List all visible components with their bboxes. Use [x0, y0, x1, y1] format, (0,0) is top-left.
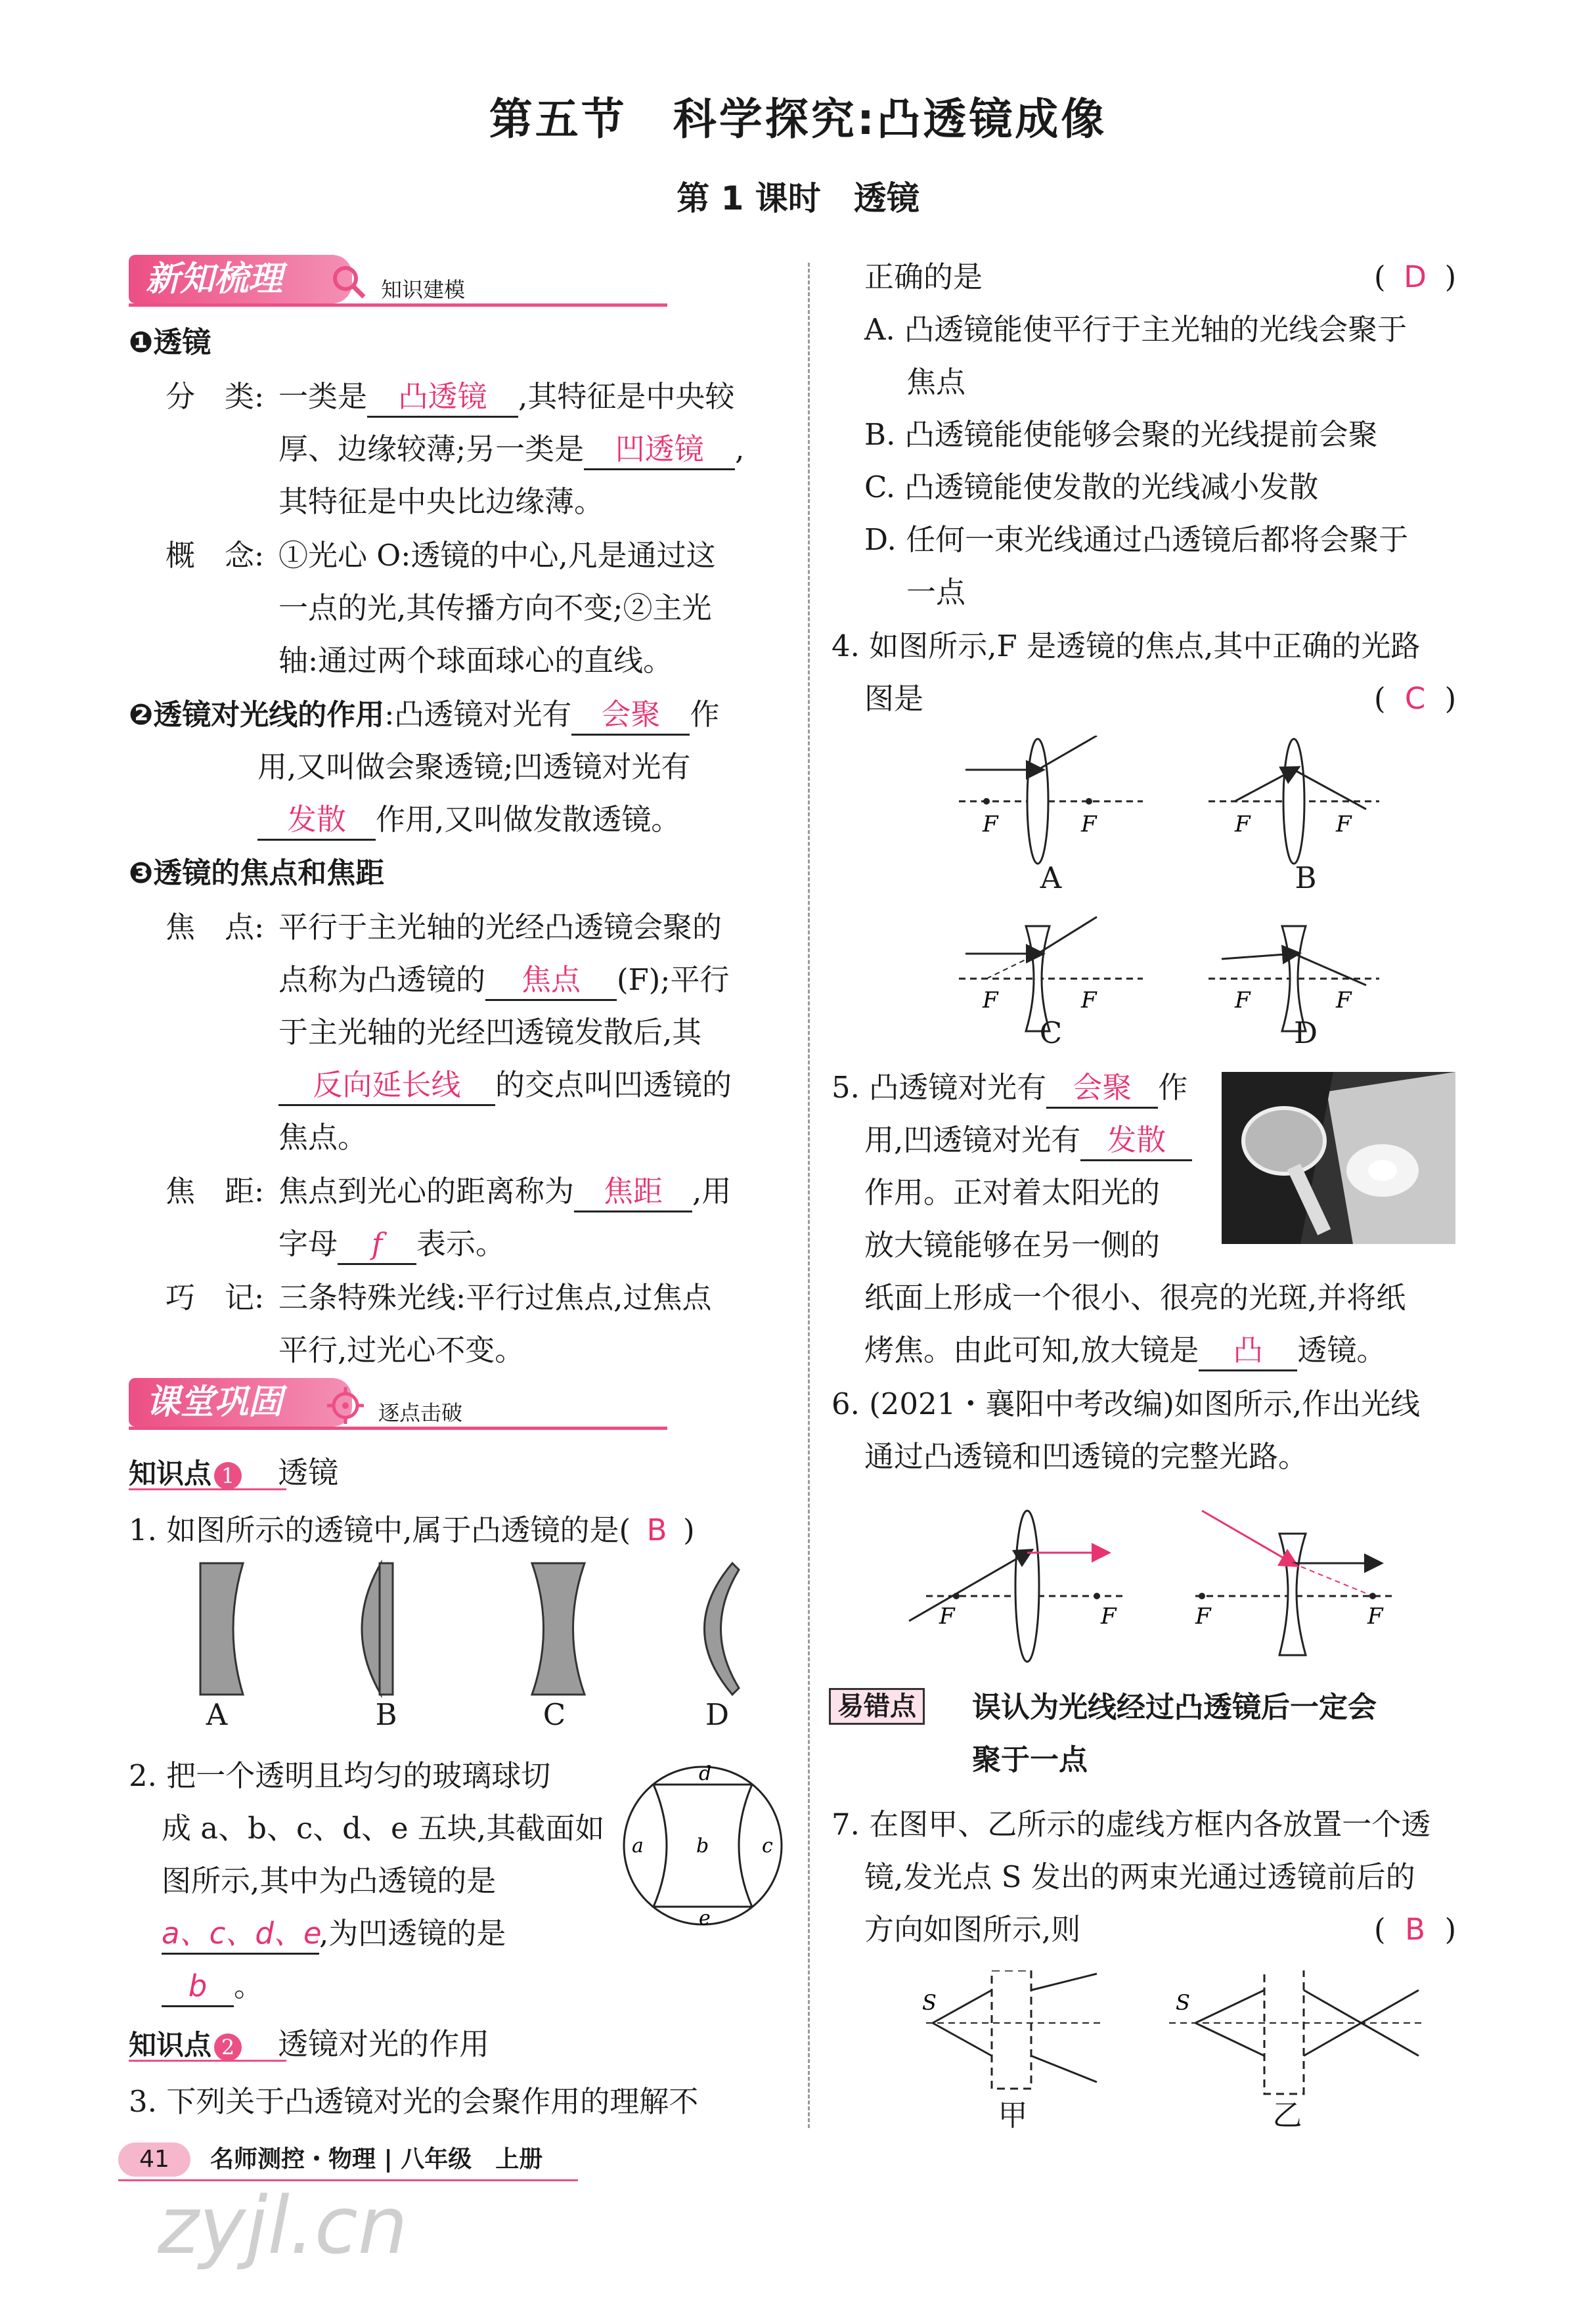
section-title: 第五节 科学探究:凸透镜成像	[489, 94, 1107, 144]
q1-lenses-figure	[171, 1557, 801, 1708]
gainian-line3: 轴:通过两个球面球心的直线。	[278, 643, 673, 678]
q3-option-d2: 一点	[906, 575, 966, 610]
answer-blank[interactable]: 凹透镜	[584, 430, 735, 470]
yicuo-tag: 易错点	[829, 1688, 925, 1725]
lens-d	[705, 1563, 740, 1695]
label-f: F	[1235, 811, 1251, 837]
fenlei-line1: 一类是 凸透镜 ,其特征是中央较	[278, 370, 734, 423]
label-f: F	[1336, 987, 1352, 1013]
jiaodian-line4: 反向延长线 的交点叫凹透镜的	[278, 1059, 732, 1111]
q2-glass-sphere-figure	[617, 1760, 788, 1931]
q3-option-b[interactable]: B. 凸透镜能使能够会聚的光线提前会聚	[864, 417, 1378, 452]
diagram-yi	[1169, 1970, 1425, 2094]
search-icon	[328, 261, 370, 306]
label-f: F	[983, 811, 998, 837]
label-e: e	[699, 1907, 711, 1930]
answer[interactable]: C	[1404, 681, 1426, 716]
q5-line4: 放大镜能够在另一侧的	[864, 1228, 1161, 1262]
label-b: b	[696, 1834, 709, 1857]
q7-label-yi: 乙	[1272, 2098, 1302, 2133]
q3-cont: 正确的是	[864, 259, 983, 294]
qiaoji-line2: 平行,过光心不变。	[278, 1333, 525, 1367]
label-f: F	[1367, 1603, 1383, 1630]
q7-line2: 镜,发光点 S 发出的两束光通过透镜前后的	[864, 1859, 1415, 1894]
banner-title: 课堂巩固	[146, 1383, 283, 1422]
q2-line5: b 。	[162, 1960, 263, 2012]
knowledge-point-2: 知识点 2 透镜对光的作用	[129, 2026, 490, 2062]
label-s: S	[1176, 1990, 1190, 2015]
banner-underline	[129, 303, 667, 307]
q4-label-d: D	[1293, 1015, 1318, 1050]
lens-c	[532, 1563, 585, 1695]
q3-option-a1[interactable]: A. 凸透镜能使平行于主光轴的光线会聚于	[864, 312, 1408, 347]
jiaodian-line5: 焦点。	[278, 1120, 368, 1155]
answer-blank[interactable]: 凸透镜	[367, 378, 518, 418]
jiaodian-line2: 点称为凸透镜的 焦点 (F);平行	[278, 954, 730, 1006]
q6-line1: 6. (2021・襄阳中考改编)如图所示,作出光线	[831, 1387, 1421, 1421]
column-divider	[808, 263, 810, 2128]
answer[interactable]: D	[1404, 259, 1427, 294]
q5-line3: 作用。正对着太阳光的	[864, 1175, 1161, 1210]
label-f: F	[1081, 811, 1097, 837]
label-d: d	[699, 1762, 712, 1785]
lens-label-d: D	[705, 1697, 730, 1732]
kp-underline	[129, 1488, 286, 1490]
answer-blank[interactable]: 会聚	[571, 696, 690, 736]
fenlei-line2: 厚、边缘较薄;另一类是 凹透镜 ,	[278, 423, 744, 476]
magnifier-photo	[1222, 1072, 1455, 1244]
q6-concave	[1195, 1511, 1392, 1655]
jiaodian-line1: 平行于主光轴的光经凸透镜会聚的	[278, 910, 722, 944]
banner-subtitle: 逐点击破	[378, 1400, 463, 1425]
q4-label-b: B	[1295, 860, 1317, 895]
fenlei-line3: 其特征是中央比边缘薄。	[278, 484, 604, 519]
q2-line1: 2. 把一个透明且均匀的玻璃球切	[129, 1758, 551, 1793]
label-qiaoji: 巧 记:	[166, 1280, 265, 1315]
label-s: S	[922, 1990, 937, 2015]
lens-label-a: A	[206, 1697, 228, 1732]
q5-line6: 烤焦。由此可知,放大镜是 凸 透镜。	[864, 1324, 1386, 1377]
label-f: F	[1081, 987, 1097, 1013]
yicuo-line2: 聚于一点	[972, 1743, 1088, 1777]
q5-line5: 纸面上形成一个很小、很亮的光斑,并将纸	[864, 1280, 1406, 1315]
banner-underline	[129, 1427, 667, 1430]
q7-label-jia: 甲	[998, 2098, 1028, 2133]
label-f: F	[1195, 1603, 1211, 1630]
label-f: F	[939, 1603, 955, 1630]
q3-option-c[interactable]: C. 凸透镜能使发散的光线减小发散	[864, 470, 1319, 504]
q2-line3: 图所示,其中为凸透镜的是	[162, 1863, 497, 1898]
answer-blank[interactable]: 焦点	[485, 961, 617, 1001]
answer-blank[interactable]: a、c、d、e	[162, 1915, 319, 1955]
q5-line2: 用,凹透镜对光有 发散	[864, 1114, 1192, 1166]
banner-subtitle: 知识建模	[381, 277, 466, 302]
q4-line1: 4. 如图所示,F 是透镜的焦点,其中正确的光路	[831, 629, 1421, 663]
jiaoju-line2: 字母 f 表示。	[278, 1218, 505, 1270]
answer[interactable]: B	[646, 1513, 667, 1547]
q4-label-c: C	[1039, 1015, 1063, 1050]
jiaoju-line1: 焦点到光心的距离称为 焦距 ,用	[278, 1165, 731, 1218]
heading-jiaodian: ❸透镜的焦点和焦距	[129, 856, 385, 890]
q7-lens-boxes	[906, 1970, 1445, 2167]
zuoyong-line3: 发散 作用,又叫做发散透镜。	[257, 793, 680, 846]
qiaoji-line1: 三条特殊光线:平行过焦点,过焦点	[278, 1280, 712, 1315]
diagram-c	[959, 917, 1143, 1031]
gainian-line1: ①光心 O:透镜的中心,凡是通过这	[278, 538, 716, 573]
target-icon	[324, 1385, 366, 1429]
answer-blank[interactable]: f	[338, 1225, 416, 1265]
q1-text: 1. 如图所示的透镜中,属于凸透镜的是( B )	[129, 1504, 695, 1557]
answer[interactable]: B	[1405, 1912, 1425, 1947]
label-a: a	[632, 1834, 644, 1857]
q7-answer-paren: ( B )	[1374, 1903, 1456, 1956]
lens-a	[200, 1563, 243, 1695]
q6-ray-diagrams	[900, 1498, 1419, 1668]
answer-blank[interactable]: b	[162, 1967, 234, 2007]
answer-blank[interactable]: 反向延长线	[278, 1066, 495, 1106]
q3-option-a2: 焦点	[906, 365, 966, 399]
yicuo-line1: 误认为光线经过凸透镜后一定会	[972, 1691, 1377, 1724]
q7-line1: 7. 在图甲、乙所示的虚线方框内各放置一个透	[831, 1807, 1431, 1842]
lens-b	[362, 1563, 381, 1695]
q4-answer-paren: ( C )	[1374, 673, 1456, 725]
kp-underline	[129, 2060, 286, 2062]
zuoyong-line2: 用,又叫做会聚透镜;凹透镜对光有	[257, 749, 691, 784]
label-f: F	[1336, 811, 1352, 837]
q3-answer-paren: ( D )	[1374, 251, 1456, 303]
gainian-line2: 一点的光,其传播方向不变;②主光	[278, 590, 712, 625]
footer-book-title: 名师测控・物理 | 八年级 上册	[210, 2146, 543, 2173]
q6-convex	[909, 1511, 1123, 1662]
q4-line2: 图是	[864, 681, 924, 716]
lens-label-c: C	[543, 1697, 566, 1732]
section-banner-ketang	[129, 1378, 352, 1427]
q4-label-a: A	[1040, 860, 1062, 895]
q7-line3: 方向如图所示,则	[864, 1912, 1081, 1947]
answer-blank[interactable]: 会聚	[1046, 1069, 1158, 1109]
heading-zuoyong: ❷透镜对光线的作用:凸透镜对光有 会聚 作	[129, 688, 719, 742]
label-jiaoju: 焦 距:	[166, 1174, 265, 1209]
lens-label-b: B	[375, 1697, 397, 1732]
lesson-title: 第 1 课时 透镜	[676, 179, 920, 217]
diagram-b	[1208, 739, 1379, 864]
watermark: zyjl.cn	[158, 2181, 408, 2272]
q6-line2: 通过凸透镜和凹透镜的完整光路。	[864, 1439, 1308, 1474]
diagram-jia	[922, 1970, 1103, 2089]
heading-touJing: ❶透镜	[129, 326, 211, 359]
page-number: 41	[118, 2143, 190, 2177]
label-gainian: 概 念:	[166, 538, 265, 573]
q5-line1: 5. 凸透镜对光有 会聚 作	[831, 1061, 1187, 1114]
label-f: F	[1235, 987, 1251, 1013]
label-f: F	[983, 987, 998, 1013]
answer-blank[interactable]: 发散	[1080, 1121, 1192, 1161]
answer-blank[interactable]: 发散	[257, 801, 376, 841]
label-f: F	[1101, 1603, 1117, 1630]
q4-ray-diagrams	[946, 736, 1419, 1064]
answer-blank[interactable]: 凸	[1199, 1331, 1297, 1371]
jiaodian-line3: 于主光轴的光经凹透镜发散后,其	[278, 1015, 702, 1050]
section-banner-xinzhi	[129, 255, 352, 303]
q3-text: 3. 下列关于凸透镜对光的会聚作用的理解不	[129, 2084, 699, 2119]
yicuo-tag-box	[829, 1689, 925, 1723]
q2-line2: 成 a、b、c、d、e 五块,其截面如	[162, 1811, 605, 1846]
q2-line4: a、c、d、e,为凹透镜的是	[162, 1907, 506, 1960]
knowledge-point-1: 知识点 1 透镜	[129, 1455, 339, 1490]
label-jiaodian: 焦 点:	[166, 910, 265, 944]
label-fenlei: 分 类:	[166, 379, 265, 414]
label-c: c	[762, 1834, 773, 1857]
answer-blank[interactable]: 焦距	[574, 1172, 692, 1212]
diagram-a	[959, 736, 1143, 864]
q3-option-d1[interactable]: D. 任何一束光线通过凸透镜后都将会聚于	[864, 522, 1409, 557]
banner-title: 新知梳理	[146, 259, 283, 299]
